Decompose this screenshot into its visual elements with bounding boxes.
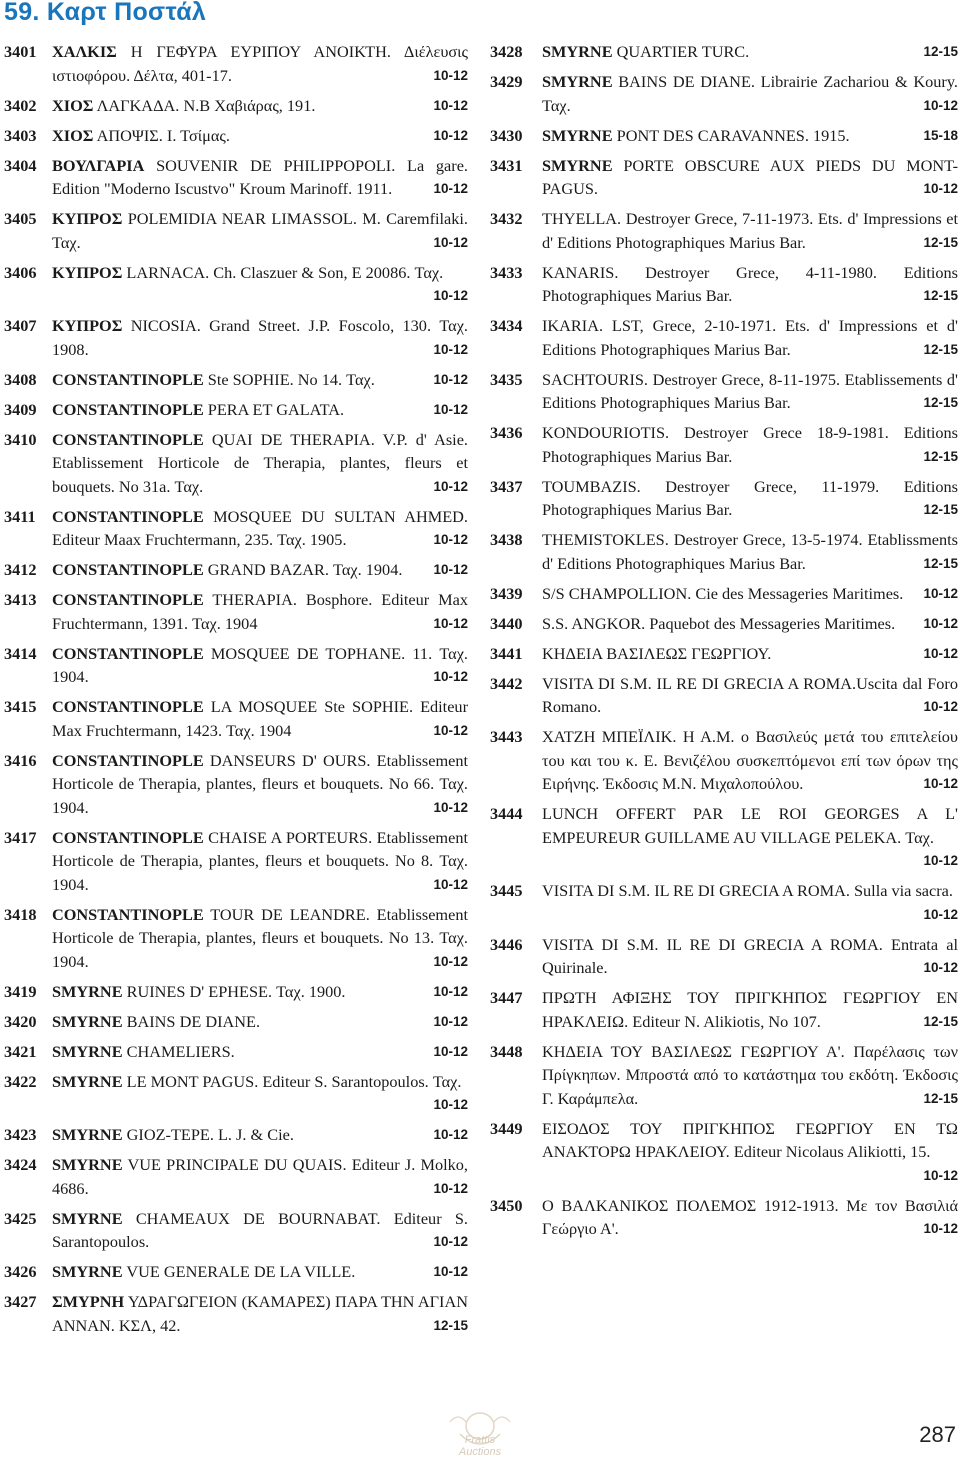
lot-text: MOSQUEE DU SULTAN AHMED. Editeur Maax Fruchtermann, 235. Ταχ. 1905.	[52, 506, 468, 549]
lot-estimate: 10-12	[433, 669, 468, 684]
watermark-line-2: Auctions	[458, 1446, 502, 1458]
lot-entry	[4, 207, 468, 254]
lot-description	[52, 124, 468, 148]
lot-entry	[490, 528, 958, 575]
lot-entry	[4, 1290, 468, 1337]
lot-estimate: 10-12	[433, 341, 468, 357]
lot-place: ΚΥΠΡΟΣ	[52, 209, 123, 228]
lot-text: CHAMEAUX DE BOURNABAT. Editeur S. Sarantopoulos.	[52, 1208, 468, 1251]
lot-text: TOUR DE LEANDRE. Etablissement Horticole de Therapia, plantes, fleurs et bouquets. No 13. Ταχ. 1904.	[52, 904, 468, 971]
lot-entry	[4, 826, 468, 897]
lot-text: THERAPIA. Bosphore. Editeur Max Fruchtermann, 1391. Ταχ. 1904	[52, 590, 468, 633]
lot-description	[52, 695, 468, 742]
lot-number: 3443	[490, 727, 523, 746]
lot-number: 3426	[4, 1262, 37, 1281]
lot-number: 3429	[490, 72, 523, 91]
lot-description	[52, 207, 468, 254]
lot-text: MOSQUEE DE TOPHANE. 11. Ταχ. 1904.	[52, 643, 468, 686]
lot-number: 3419	[4, 981, 37, 1001]
lot-number: 3421	[4, 1041, 37, 1061]
lot-text: ΠΡΩΤΗ ΑΦΙΞΗΣ ΤΟΥ ΠΡΙΓΚΗΠΟΣ ΓΕΩΡΓΙΟΥ ΕΝ ΗΡΑΚΛΕΙΩ. Editeur N. Alikiotis, No 107.	[542, 988, 958, 1031]
lot-entry	[4, 124, 468, 148]
lot-estimate: 10-12	[433, 953, 468, 969]
lot-text: ΚΗΔΕΙΑ ΒΑΣΙΛΕΩΣ ΓΕΩΡΓΙΟΥ.	[542, 643, 772, 663]
lot-entry	[490, 1194, 958, 1241]
lot-number: 3415	[4, 697, 37, 716]
lot-entry	[4, 1123, 468, 1147]
lot-description	[52, 1010, 468, 1034]
lot-entry	[490, 207, 958, 254]
lot-entry	[4, 1207, 468, 1254]
lot-number: 3423	[4, 1125, 37, 1144]
lot-entry	[4, 40, 468, 87]
lot-estimate: 10-12	[433, 722, 468, 738]
lot-estimate: 10-12	[433, 876, 468, 892]
lot-entry	[4, 505, 468, 552]
lot-description	[542, 314, 958, 361]
lot-number: 3406	[4, 262, 37, 282]
lot-entry	[4, 261, 468, 308]
lot-text: VUE GENERALE DE LA VILLE.	[126, 1262, 356, 1281]
lot-place: SMYRNE	[542, 125, 613, 145]
lot-entry	[490, 124, 958, 148]
lot-estimate: 10-12	[923, 1221, 958, 1236]
lot-entry	[4, 980, 468, 1004]
lot-estimate: 10-12	[433, 1043, 468, 1059]
lot-entry	[490, 612, 958, 636]
lot-place: ΧΙΟΣ	[52, 125, 94, 145]
lot-number: 3428	[490, 42, 523, 61]
lot-text: NICOSIA. Grand Street. J.P. Foscolo, 130. Ταχ. 1908.	[52, 316, 468, 359]
lot-text: VISITA DI S.M. IL RE DI GRECIA A ROMA. Entrata al Quirinale.	[542, 934, 958, 977]
lot-estimate: 10-12	[433, 1180, 468, 1196]
lot-number: 3431	[490, 155, 523, 175]
lot-estimate: 12-15	[923, 448, 958, 464]
lot-number: 3444	[490, 804, 523, 823]
lot-description	[52, 980, 468, 1004]
lot-text: QUAI DE THERAPIA. V.P. d' Asie. Etablissement Horticole de Therapia, plantes, fleurs et bouquets. No 31a. Ταχ.	[52, 429, 468, 496]
lot-estimate: 10-12	[433, 615, 468, 631]
lot-entry	[490, 582, 958, 606]
watermark-line-1: Frattis	[464, 1434, 496, 1446]
lot-description	[542, 933, 958, 980]
lot-entry	[4, 903, 468, 974]
lot-entry	[490, 725, 958, 796]
lot-text: QUARTIER TURC.	[616, 42, 750, 61]
lot-estimate: 10-12	[923, 97, 958, 113]
lot-estimate: 10-12	[923, 181, 958, 196]
lot-place: SMYRNE	[52, 1071, 123, 1091]
lot-number: 3409	[4, 399, 37, 419]
lot-entry	[490, 368, 958, 415]
lot-description	[52, 903, 468, 974]
lot-description	[542, 672, 958, 719]
lot-text: Η ΓΕΦΥΡΑ ΕΥΡΙΠΟΥ ΑΝΟΙΚΤΗ. Διέλευσις ιστιοφόρου. Δέλτα, 401-17.	[52, 42, 468, 85]
lot-text: PERA ET GALATA.	[207, 399, 345, 419]
lot-description	[542, 725, 958, 796]
lot-number: 3439	[490, 583, 523, 603]
lot-number: 3403	[4, 125, 37, 145]
lot-text: PONT DES CARAVANNES. 1915.	[616, 125, 850, 145]
lot-place: SMYRNE	[542, 155, 613, 175]
lot-place: ΒΟΥΛΓΑΡΙΑ	[52, 155, 145, 175]
lot-description	[542, 642, 958, 666]
lot-entry	[4, 428, 468, 499]
lot-description	[542, 582, 958, 606]
lot-description	[52, 826, 468, 897]
lot-estimate: 10-12	[433, 1264, 468, 1279]
lot-estimate: 10-12	[923, 776, 958, 791]
lot-description	[52, 1207, 468, 1254]
lot-text: BAINS DE DIANE.	[126, 1011, 261, 1031]
lot-description	[542, 421, 958, 468]
lot-entry	[490, 154, 958, 201]
lot-description	[542, 154, 958, 201]
lot-number: 3438	[490, 530, 523, 549]
lot-text: CHAISE A PORTEURS. Etablissement Horticole de Therapia, plantes, fleurs et bouquets. No 8. Ταχ. 1904.	[52, 827, 468, 894]
lot-estimate: 10-12	[923, 906, 958, 922]
lot-text: ΕΙΣΟΔΟΣ ΤΟΥ ΠΡΙΓΚΗΠΟΣ ΓΕΩΡΓΙΟΥ ΕΝ ΤΩ ΑΝΑΚΤΟΡΩ ΗΡΑΚΛΕΙΟΥ. Editeur Nicolaus Alikiotti, 15.	[542, 1118, 958, 1161]
lot-entry	[4, 314, 468, 361]
lot-description	[52, 261, 468, 308]
lot-estimate: 10-12	[433, 1013, 468, 1029]
lot-number: 3446	[490, 934, 523, 954]
lot-description	[52, 749, 468, 820]
lot-number: 3434	[490, 316, 523, 335]
lot-number: 3433	[490, 262, 523, 282]
lot-entry	[4, 1070, 468, 1117]
lot-place: ΚΥΠΡΟΣ	[52, 262, 123, 282]
lot-estimate: 15-18	[923, 127, 958, 143]
lot-description	[52, 1123, 468, 1147]
lot-description	[52, 1153, 468, 1200]
lot-place: SMYRNE	[52, 1011, 123, 1031]
lot-text: TOUMBAZIS. Destroyer Grece, 11-1979. Editions Photographiques Marius Bar.	[542, 476, 958, 519]
lot-text: SOUVENIR DE PHILIPPOPOLI. La gare. Edition "Moderno Iscustvo" Kroum Marinoff. 1911.	[52, 155, 468, 198]
lot-entry	[4, 1040, 468, 1064]
lot-number: 3436	[490, 423, 523, 442]
lot-description	[542, 986, 958, 1033]
lot-place: CONSTANTINOPLE	[52, 697, 204, 716]
lot-text: GRAND BAZAR. Ταχ. 1904.	[207, 560, 403, 579]
lot-entry	[4, 749, 468, 820]
lot-text: GIOZ-TEPE. L. J. & Cie.	[126, 1125, 294, 1144]
lot-place: ΚΥΠΡΟΣ	[52, 316, 123, 335]
lot-entry	[490, 802, 958, 873]
lot-estimate: 10-12	[433, 1097, 468, 1112]
lot-description	[542, 879, 958, 926]
lot-description	[542, 70, 958, 117]
lot-entry	[4, 695, 468, 742]
lot-description	[542, 368, 958, 415]
section-title: 59. Καρτ Ποστάλ	[4, 0, 207, 26]
lot-estimate: 10-12	[433, 288, 468, 303]
lot-estimate: 10-12	[433, 983, 468, 999]
lot-entry	[4, 368, 468, 392]
lot-estimate: 10-12	[433, 532, 468, 547]
lot-number: 3449	[490, 1118, 523, 1138]
lot-entry	[490, 672, 958, 719]
lot-text: ΛΑΓΚΑΔΑ. Ν.Β Χαβιάρας, 191.	[96, 95, 316, 115]
lot-estimate: 10-12	[433, 562, 468, 577]
lot-text: LE MONT PAGUS. Editeur S. Sarantopoulos. Ταχ.	[126, 1071, 462, 1091]
lot-place: SMYRNE	[52, 981, 123, 1001]
lot-entry	[490, 40, 958, 64]
lot-estimate: 10-12	[433, 127, 468, 143]
lot-number: 3407	[4, 316, 37, 335]
lot-text: ΧΑΤΖΗ ΜΠΕΪΛΙΚ. Η Α.Μ. ο Βασιλεύς μετά του επιτελείου του και του κ. Ε. Βενιζέλου συσκεπτόμενοι επί των όρων της Ειρήνης. Έκδοσις Μ.Ν. Μιχαλοπούλου.	[542, 727, 958, 793]
lot-place: CONSTANTINOPLE	[52, 369, 204, 389]
lot-estimate: 12-15	[923, 288, 958, 303]
lot-description	[52, 558, 468, 582]
lot-description	[52, 40, 468, 87]
lot-estimate: 10-12	[923, 1167, 958, 1183]
lot-description	[542, 40, 958, 64]
lot-description	[542, 124, 958, 148]
lot-description	[542, 1194, 958, 1241]
page-number: 287	[919, 1422, 956, 1447]
lot-description	[542, 1117, 958, 1188]
lot-text: LARNACA. Ch. Claszuer & Son, E 20086. Ταχ.	[126, 262, 444, 282]
lot-estimate: 12-15	[923, 1013, 958, 1029]
lot-description	[52, 1260, 468, 1284]
lot-text: LA MOSQUEE Ste SOPHIE. Editeur Max Fruchtermann, 1423. Ταχ. 1904	[52, 697, 468, 740]
lot-place: CONSTANTINOPLE	[52, 560, 204, 579]
lot-entry	[4, 588, 468, 635]
lot-column-left	[4, 40, 468, 1344]
lot-entry	[490, 1117, 958, 1188]
lot-number: 3418	[4, 904, 37, 924]
lot-number: 3448	[490, 1041, 523, 1061]
lot-number: 3450	[490, 1195, 523, 1215]
lot-estimate: 12-15	[923, 1090, 958, 1106]
lot-text: LUNCH OFFERT PAR LE ROI GEORGES A L' EMPEUREUR GUILLAME AU VILLAGE PELEKA. Ταχ.	[542, 804, 958, 847]
lot-place: CONSTANTINOPLE	[52, 590, 204, 609]
lot-number: 3401	[4, 42, 37, 61]
lot-estimate: 12-15	[923, 555, 958, 571]
lot-estimate: 12-15	[923, 341, 958, 357]
lot-description	[52, 1040, 468, 1064]
lot-description	[52, 94, 468, 118]
lot-number: 3437	[490, 476, 523, 496]
lot-entry	[490, 261, 958, 308]
lot-text: ΑΠΟΨΙΣ. Ι. Τσίμας.	[96, 125, 230, 145]
lot-description	[542, 475, 958, 522]
lot-estimate: 10-12	[923, 960, 958, 975]
lot-text: KONDOURIOTIS. Destroyer Grece 18-9-1981. Editions Photographiques Marius Bar.	[542, 423, 958, 466]
lot-description	[542, 528, 958, 575]
lot-text: POLEMIDIA NEAR LIMASSOL. M. Caremfilaki. Ταχ.	[52, 209, 468, 252]
lot-number: 3417	[4, 827, 37, 847]
lot-estimate: 10-12	[433, 401, 468, 417]
lot-description	[542, 1040, 958, 1111]
lot-entry	[4, 1260, 468, 1284]
lot-place: SMYRNE	[542, 72, 613, 91]
lot-description	[52, 1290, 468, 1337]
lot-description	[52, 642, 468, 689]
lot-place: SMYRNE	[52, 1262, 123, 1281]
lot-number: 3410	[4, 429, 37, 449]
lot-estimate: 12-15	[923, 234, 958, 250]
lot-estimate: 12-15	[923, 44, 958, 59]
lot-description	[52, 1070, 468, 1117]
lot-text: THYELLA. Destroyer Grece, 7-11-1973. Ets. d' Impressions et d' Editions Photographiques Marius Bar.	[542, 209, 958, 252]
lot-number: 3427	[4, 1292, 37, 1311]
lot-number: 3408	[4, 369, 37, 389]
lot-place: SMYRNE	[52, 1208, 123, 1228]
lot-entry	[490, 70, 958, 117]
lot-number: 3447	[490, 988, 523, 1007]
lot-entry	[490, 421, 958, 468]
lot-place: SMYRNE	[52, 1155, 123, 1174]
lot-text: VUE PRINCIPALE DU QUAIS. Editeur J. Molko, 4686.	[52, 1155, 469, 1198]
lot-text: BAINS DE DIANE. Librairie Zachariou & Koury. Ταχ.	[542, 72, 958, 115]
lot-entry	[490, 314, 958, 361]
lot-description	[52, 398, 468, 422]
lot-description	[52, 368, 468, 392]
lot-text: VISITA DI S.M. IL RE DI GRECIA A ROMA. Sulla via sacra.	[542, 881, 953, 900]
lot-text: KANARIS. Destroyer Grece, 4-11-1980. Editions Photographiques Marius Bar.	[542, 262, 958, 305]
lot-entry	[4, 1010, 468, 1034]
lot-text: DANSEURS D' OURS. Etablissement Horticole de Therapia, plantes, fleurs et bouquets. No 66. Ταχ. 1904.	[52, 750, 469, 817]
lot-place: ΧΙΟΣ	[52, 95, 94, 115]
lot-place: CONSTANTINOPLE	[52, 429, 204, 449]
lot-number: 3424	[4, 1155, 37, 1174]
lot-entry	[4, 642, 468, 689]
lot-entry	[490, 1040, 958, 1111]
lot-number: 3413	[4, 590, 37, 609]
lot-estimate: 10-12	[923, 645, 958, 661]
lot-entry	[4, 94, 468, 118]
lot-text: Ο ΒΑΛΚΑΝΙΚΟΣ ΠΟΛΕΜΟΣ 1912-1913. Με τον Βασιλιά Γεώργιο Α'.	[542, 1195, 958, 1238]
lot-number: 3432	[490, 209, 523, 228]
lot-entry	[490, 642, 958, 666]
lot-estimate: 10-12	[433, 1234, 468, 1249]
lot-description	[52, 314, 468, 361]
lot-estimate: 10-12	[433, 1127, 468, 1142]
lot-estimate: 10-12	[433, 234, 468, 250]
lot-estimate: 10-12	[433, 97, 468, 113]
lot-place: SMYRNE	[52, 1041, 123, 1061]
lot-place: CONSTANTINOPLE	[52, 643, 204, 663]
lot-description	[52, 428, 468, 499]
lot-number: 3435	[490, 369, 523, 389]
lot-number: 3416	[4, 750, 37, 770]
lot-estimate: 12-15	[433, 1317, 468, 1333]
lot-estimate: 10-12	[433, 371, 468, 387]
lot-number: 3412	[4, 560, 37, 579]
lot-text: IKARIA. LST, Grece, 2-10-1971. Ets. d' Impressions et d' Editions Photographiques Marius Bar.	[542, 316, 958, 359]
lot-place: CONSTANTINOPLE	[52, 399, 204, 419]
lot-number: 3440	[490, 613, 523, 633]
lot-column-right	[490, 40, 958, 1247]
lot-number: 3405	[4, 209, 37, 228]
lot-description	[52, 505, 468, 552]
lot-estimate: 10-12	[433, 181, 468, 196]
lot-place: ΧΑΛΚΙΣ	[52, 42, 117, 61]
lot-description	[542, 612, 958, 636]
lot-text: SACHTOURIS. Destroyer Grece, 8-11-1975. Etablissements d' Editions Photographiques Marius Bar.	[542, 369, 958, 412]
lot-entry	[490, 933, 958, 980]
lot-number: 3445	[490, 881, 523, 900]
lot-estimate: 10-12	[923, 699, 958, 714]
lot-number: 3404	[4, 155, 37, 175]
lot-place: CONSTANTINOPLE	[52, 904, 204, 924]
lot-number: 3402	[4, 95, 37, 115]
lot-place: CONSTANTINOPLE	[52, 750, 204, 770]
lot-entry	[4, 398, 468, 422]
lot-number: 3422	[4, 1071, 37, 1091]
lot-place: ΣΜΥΡΝΗ	[52, 1292, 125, 1311]
lot-number: 3414	[4, 643, 37, 663]
lot-text: CHAMELIERS.	[126, 1041, 235, 1061]
lot-text: THEMISTOKLES. Destroyer Grece, 13-5-1974. Etablissments d' Editions Photographiques Marius Bar.	[542, 530, 958, 573]
lot-entry	[490, 475, 958, 522]
lot-entry	[490, 986, 958, 1033]
lot-entry	[490, 879, 958, 926]
lot-place: SMYRNE	[52, 1125, 123, 1144]
lot-text: S.S. ANGKOR. Paquebot des Messageries Maritimes.	[542, 613, 896, 633]
lot-entry	[4, 558, 468, 582]
watermark-logo	[420, 1404, 540, 1466]
lot-number: 3411	[4, 506, 36, 526]
lot-text: S/S CHAMPOLLION. Cie des Messageries Maritimes.	[542, 583, 904, 603]
lot-estimate: 10-12	[433, 799, 468, 815]
lot-description	[52, 154, 468, 201]
lot-entry	[4, 1153, 468, 1200]
lot-estimate: 10-12	[923, 853, 958, 868]
lot-place: CONSTANTINOPLE	[52, 827, 204, 847]
lot-text: ΥΔΡΑΓΩΓΕΙΟΝ (ΚΑΜΑΡΕΣ) ΠΑΡΑ ΤΗΝ ΑΓΙΑΝ ΑΝΝΑΝ. ΚΣΛ, 42.	[52, 1292, 468, 1335]
lot-text: ΚΗΔΕΙΑ ΤΟΥ ΒΑΣΙΛΕΩΣ ΓΕΩΡΓΙΟΥ Α'. Παρέλασις των Πρίγκηπων. Μπροστά από το κατάστημα του εκδότη. Έκδοσις Γ. Καράμπελα.	[542, 1041, 958, 1108]
lot-estimate: 10-12	[433, 478, 468, 494]
lot-description	[542, 207, 958, 254]
lot-number: 3442	[490, 673, 523, 693]
lot-estimate: 12-15	[923, 502, 958, 517]
lot-place: SMYRNE	[542, 42, 613, 61]
lot-estimate: 10-12	[923, 585, 958, 601]
lot-text: VISITA DI S.M. IL RE DI GRECIA A ROMA.Uscita dal Foro Romano.	[542, 673, 958, 716]
lot-number: 3441	[490, 643, 523, 663]
lot-number: 3425	[4, 1208, 37, 1228]
lot-entry	[4, 154, 468, 201]
lot-number: 3430	[490, 125, 523, 145]
lot-description	[542, 261, 958, 308]
lot-place: CONSTANTINOPLE	[52, 506, 204, 526]
lot-text: RUINES D' EPHESE. Ταχ. 1900.	[126, 981, 346, 1001]
lot-description	[542, 802, 958, 873]
lot-description	[52, 588, 468, 635]
lot-estimate: 10-12	[433, 67, 468, 83]
lot-estimate: 10-12	[923, 615, 958, 631]
lot-number: 3420	[4, 1011, 37, 1031]
lot-text: Ste SOPHIE. No 14. Ταχ.	[207, 369, 375, 389]
lot-estimate: 12-15	[923, 395, 958, 410]
lot-text: PORTE OBSCURE AUX PIEDS DU MONT-PAGUS.	[542, 155, 958, 198]
